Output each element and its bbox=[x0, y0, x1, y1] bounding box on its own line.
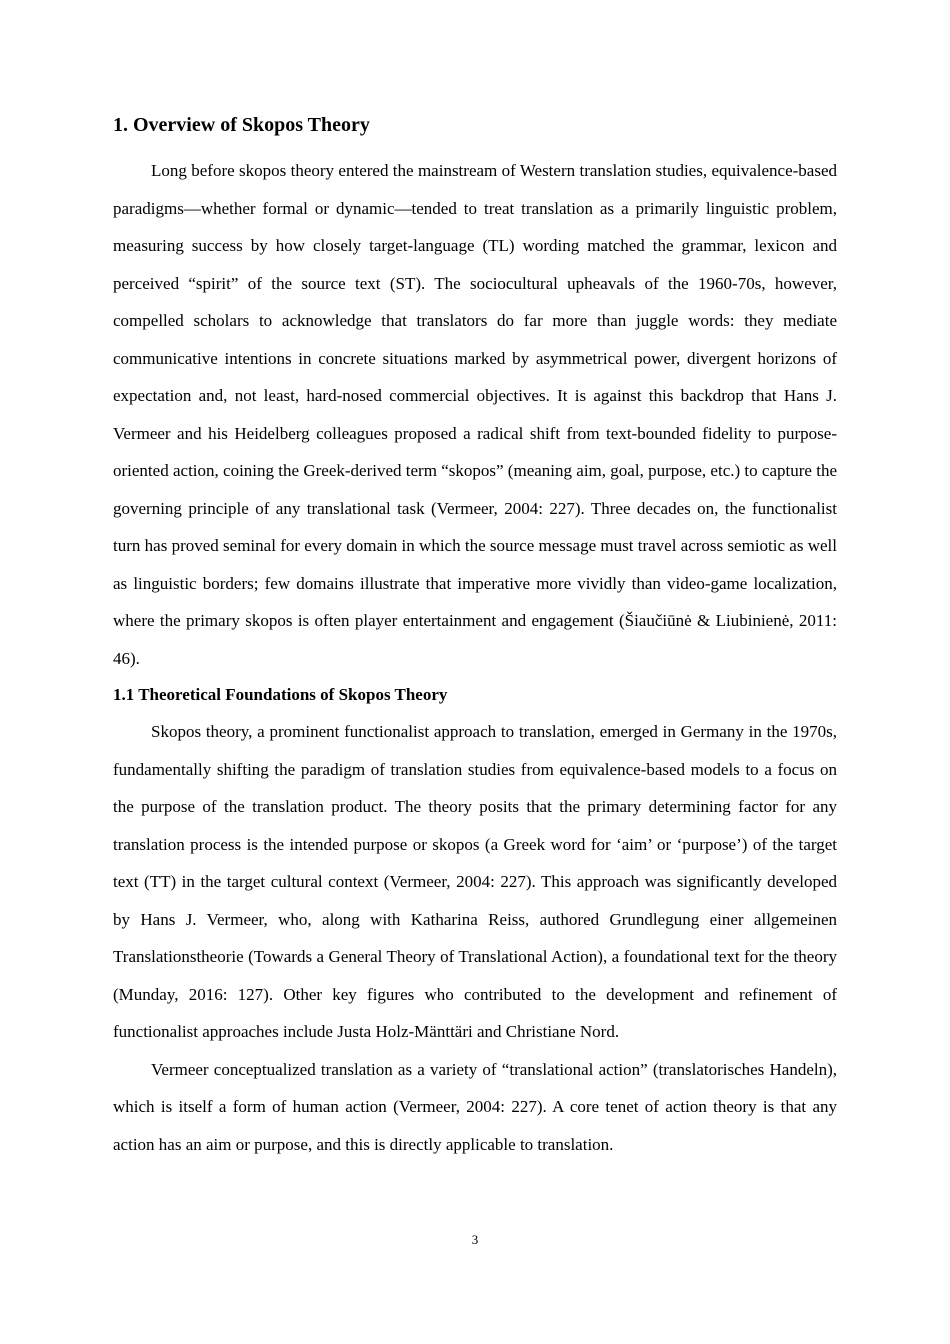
body-paragraph-2: Skopos theory, a prominent functionalist approach to translation, emerged in Germany in the 1970s, fundamentally shifting the paradigm of translation studies from equivalence-based models to a focus on the purpose of the translation product. The theory posits that the primary determining factor for any translation process is the intended purpose or skopos (a Greek word for ‘aim’ or ‘purpose’) of the target text (TT) in the target cultural context (Vermeer, 2004: 227). This approach was significantly developed by Hans J. Vermeer, who, along with Katharina Reiss, authored Grundlegung einer allgemeinen Translationstheorie (Towards a General Theory of Translational Action), a foundational text for the theory (Munday, 2016: 127). Other key figures who contributed to the development and refinement of functionalist approaches include Justa Holz-Mänttäri and Christiane Nord. bbox=[113, 722, 837, 1041]
section-heading: 1. Overview of Skopos Theory bbox=[113, 114, 370, 136]
body-paragraph-3: Vermeer conceptualized translation as a variety of “translational action” (translatorisches Handeln), which is itself a form of human action (Vermeer, 2004: 227). A core tenet of action theory is that any action has an aim or purpose, and this is directly applicable to translation. bbox=[113, 1059, 837, 1154]
intro-paragraph: Long before skopos theory entered the mainstream of Western translation studies, equivalence-based paradigms—whether formal or dynamic—tended to treat translation as a primarily linguistic problem, measuring success by how closely target-language (TL) wording matched the grammar, lexicon and perceived “spirit” of the source text (ST). The sociocultural upheavals of the 1960-70s, however, compelled scholars to acknowledge that translators do far more than juggle words: they mediate communicative intentions in concrete situations marked by asymmetrical power, divergent horizons of expectation and, not least, hard-nosed commercial objectives. It is against this backdrop that Hans J. Vermeer and his Heidelberg colleagues proposed a radical shift from text-bounded fidelity to purpose-oriented action, coining the Greek-derived term “skopos” (meaning aim, goal, purpose, etc.) to capture the governing principle of any translational task (Vermeer, 2004: 227). Three decades on, the functionalist turn has proved seminal for every domain in which the source message must travel across semiotic as well as linguistic borders; few domains illustrate that imperative more vividly than video-game localization, where the primary skopos is often player entertainment and engagement (Šiaučiūnė & Liubinienė, 2011: 46). bbox=[113, 161, 837, 668]
subsection-heading: 1.1 Theoretical Foundations of Skopos Theory bbox=[113, 685, 448, 704]
document-page bbox=[113, 112, 837, 1163]
page-number: 3 bbox=[471, 1232, 479, 1247]
